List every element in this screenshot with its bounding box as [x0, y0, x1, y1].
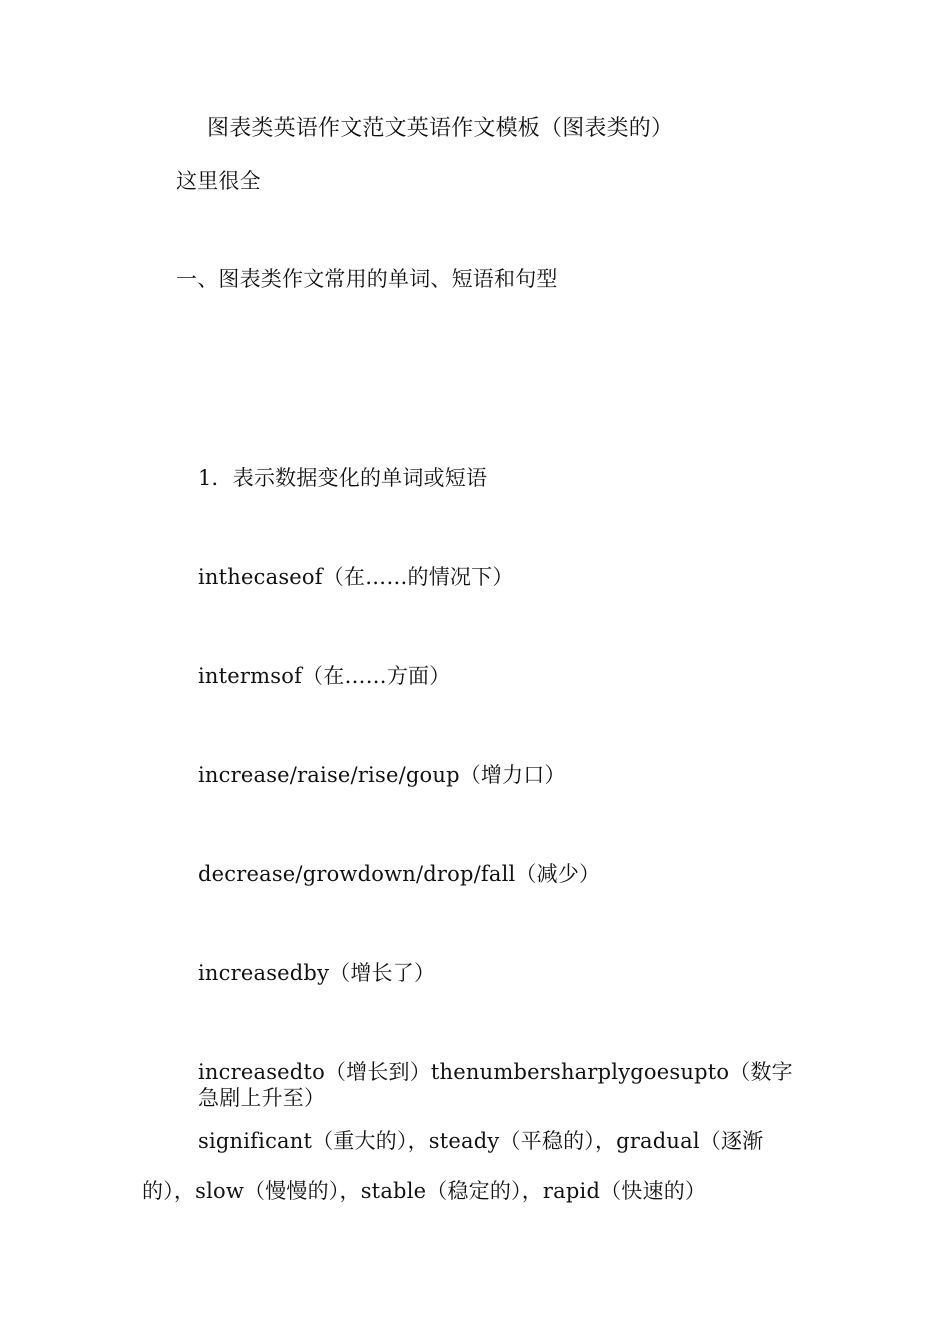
phrase-item: intermsof（在……方面） — [198, 664, 451, 688]
phrase-item: decrease/growdown/drop/fall（减少） — [198, 862, 601, 886]
phrase-item: inthecaseof（在……的情况下） — [198, 565, 514, 589]
document-subtitle: 这里很全 — [176, 169, 261, 193]
subsection-heading: 1．表示数据变化的单词或短语 — [198, 466, 488, 490]
phrase-item: increasedby（增长了） — [198, 961, 436, 985]
document-title: 图表类英语作文范文英语作文模板（图表类的） — [207, 116, 674, 141]
adjectives-line: significant（重大的），steady（平稳的），gradual（逐渐 — [198, 1129, 764, 1153]
phrase-item: increasedto（增长到）thenumbersharplygoesupto（数字急剧上升至） — [198, 1060, 793, 1110]
phrase-item: increase/raise/rise/goup（增力口） — [198, 763, 566, 787]
adjectives-line: 的），slow（慢慢的），stable（稳定的），rapid（快速的） — [142, 1179, 707, 1203]
section-heading: 一、图表类作文常用的单词、短语和句型 — [176, 267, 558, 291]
